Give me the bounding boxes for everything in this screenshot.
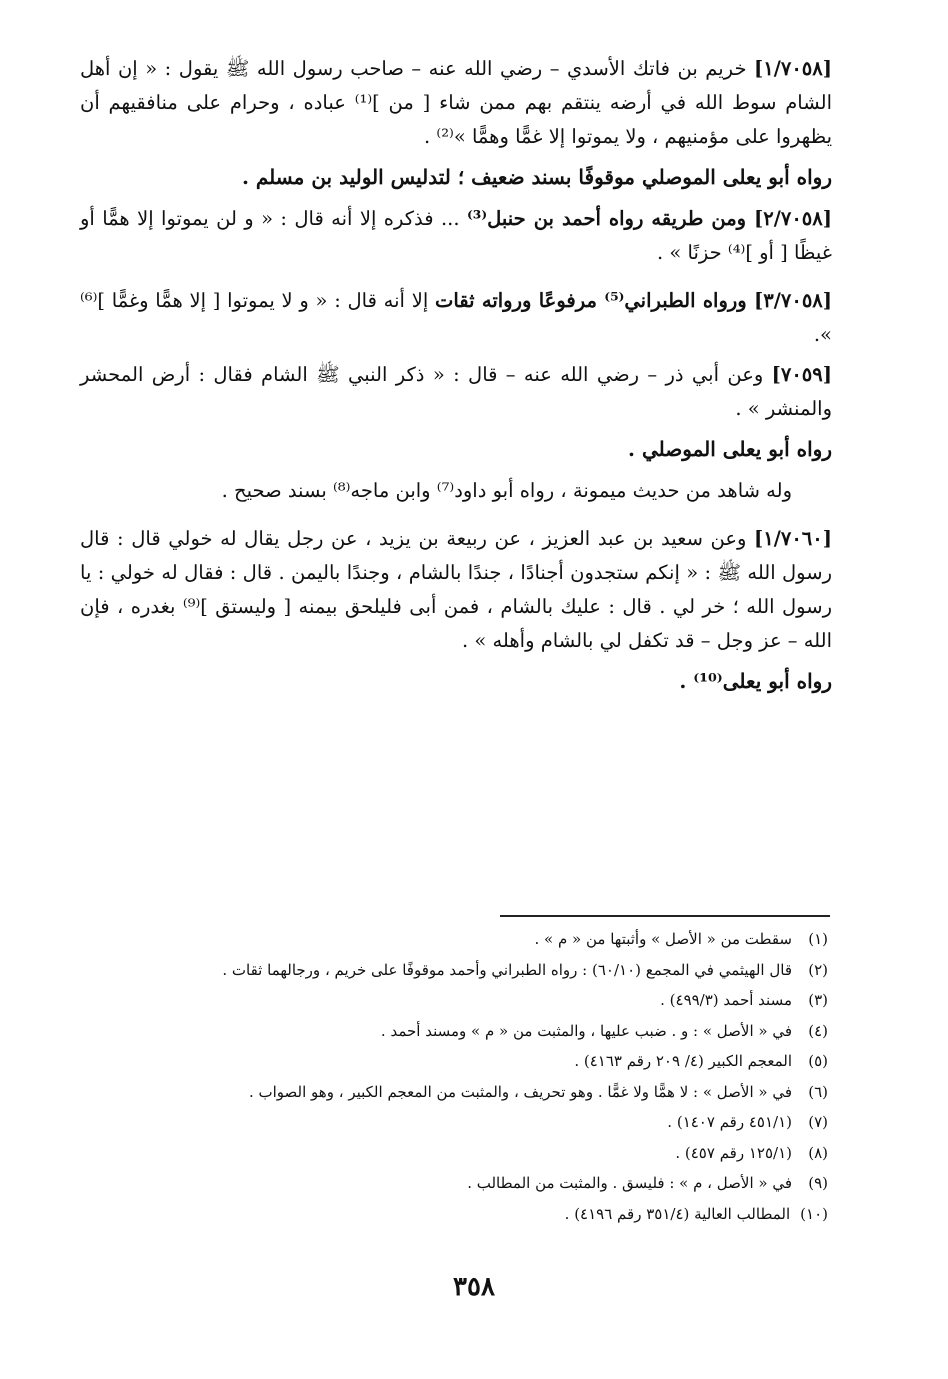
- footnote-number: (١): [808, 930, 828, 948]
- footnote-text: في « الأصل » : لا همًّا ولا غمًّا . وهو تحريف ، والمثبت من المعجم الكبير ، وهو الصواب .: [248, 1082, 792, 1101]
- verdict-7058-1: رواه أبو يعلى الموصلي موقوفًا بسند ضعيف ؛ لتدليس الوليد بن مسلم .: [241, 165, 832, 189]
- footnote-text: (٤٥١/١ رقم ١٤٠٧) .: [667, 1113, 792, 1131]
- hadith-bold: ورواه الطبراني⁽⁵⁾ مرفوعًا ورواته ثقات: [434, 289, 755, 312]
- page-number: ٣٥٨: [453, 1272, 495, 1302]
- footnote: [80, 924, 832, 955]
- hadith-text: وعن أبي ذر – رضي الله عنه – قال : « ذكر النبي ﷺ الشام فقال : أرض المحشر والمنشر » .: [80, 363, 832, 420]
- footnote-number: (٣): [808, 991, 828, 1009]
- hadith-7060-1: [80, 522, 832, 658]
- footnote-text: سقطت من « الأصل » وأثبتها من « م » .: [534, 930, 792, 948]
- footnotes: [80, 924, 832, 1229]
- footnote: [80, 955, 832, 986]
- footnote: [80, 985, 832, 1016]
- hadith-7058-3: [80, 284, 832, 352]
- footnote-number: (١٠): [800, 1204, 828, 1223]
- footnote-text: المعجم الكبير (٤/ ٢٠٩ رقم ٤١٦٣) .: [574, 1052, 792, 1070]
- footnote: [80, 1168, 832, 1199]
- verdict-7059: رواه أبو يعلى الموصلي .: [628, 437, 832, 461]
- hadith-7058-1: [80, 52, 832, 154]
- hadith-number: [٣/٧٠٥٨]: [754, 289, 833, 312]
- footnote-number: (٨): [808, 1143, 828, 1162]
- hadith-7058-2: [80, 202, 832, 270]
- hadith-text: ... فذكره إلا أنه قال : « و لن يموتوا إلا همًّا أو غيظًا [ أو ]⁽⁴⁾ حزنًا » .: [80, 207, 832, 264]
- footnote-number: (٧): [808, 1113, 828, 1131]
- footnote: [80, 1016, 832, 1047]
- hadith-number: [١/٧٠٥٨]: [754, 57, 832, 80]
- hadith-text: إلا أنه قال : « و لا يموتوا [ إلا همًّا وغمًّا ]⁽⁶⁾ ».: [80, 289, 832, 346]
- hadith-number: [٧٠٥٩]: [771, 363, 832, 386]
- footnote-text: قال الهيثمي في المجمع (٦٠/١٠) : رواه الطبراني وأحمد موقوفًا على خريم ، ورجالهما ثقات .: [222, 960, 792, 979]
- footnote-number: (٩): [808, 1174, 828, 1192]
- footnote-text: مسند أحمد (٤٩٩/٣) .: [660, 991, 792, 1009]
- footnote-text: المطالب العالية (٣٥١/٤ رقم ٤١٩٦) .: [564, 1204, 791, 1223]
- footnote: [80, 1107, 832, 1138]
- witness-note: وله شاهد من حديث ميمونة ، رواه أبو داود⁽⁷⁾ وابن ماجه⁽⁸⁾ بسند صحيح .: [221, 479, 792, 502]
- footnote-number: (٥): [808, 1052, 828, 1070]
- footnote: [80, 1138, 832, 1169]
- footnote-number: (٢): [808, 960, 828, 979]
- hadith-bold: ومن طريقه رواه أحمد بن حنبل⁽³⁾: [466, 207, 755, 230]
- hadith-number: [٢/٧٠٥٨]: [754, 207, 832, 230]
- footnote-text: في « الأصل ، م » : فليسق . والمثبت من المطالب .: [467, 1174, 792, 1192]
- footnote-text: في « الأصل » : و . ضبب عليها ، والمثبت من « م » ومسند أحمد .: [380, 1021, 792, 1040]
- main-text: [80, 52, 832, 706]
- footnote-text: (١٢٥/١ رقم ٤٥٧) .: [675, 1143, 792, 1162]
- verdict-7060: رواه أبو يعلى⁽¹⁰⁾ .: [679, 669, 832, 693]
- footnote: [80, 1046, 832, 1077]
- hadith-text: خريم بن فاتك الأسدي – رضي الله عنه – صاحب رسول الله ﷺ يقول : « إن أهل الشام سوط الله في أرضه ينتقم بهم ممن شاء [ من ]⁽¹⁾ عباده ، وحرام على منافقيهم أن يظهروا على مؤمنيهم ، ولا يموتوا إلا غمًّا وهمًّا »⁽²⁾ .: [80, 57, 832, 148]
- footnote-number: (٦): [808, 1082, 828, 1101]
- hadith-text: وعن سعيد بن عبد العزيز ، عن ربيعة بن يزيد ، عن رجل يقال له خولي قال : قال رسول الله ﷺ : « إنكم ستجدون أجنادًا ، جندًا بالشام ، وجندًا باليمن . قال : فقال له خولي : يا رسول الله ؛ خر لي . قال : عليك بالشام ، فمن أبى فليلحق بيمنه [ وليستق ]⁽⁹⁾ بغدره ، فإن الله – عز وجل – قد تكفل لي بالشام وأهله » .: [80, 527, 832, 652]
- footnote-divider: [500, 915, 830, 917]
- footnote: [80, 1077, 832, 1108]
- footnote-number: (٤): [808, 1021, 828, 1040]
- hadith-7059: [80, 358, 832, 426]
- footnote: [80, 1199, 832, 1230]
- hadith-number: [١/٧٠٦٠]: [754, 527, 832, 550]
